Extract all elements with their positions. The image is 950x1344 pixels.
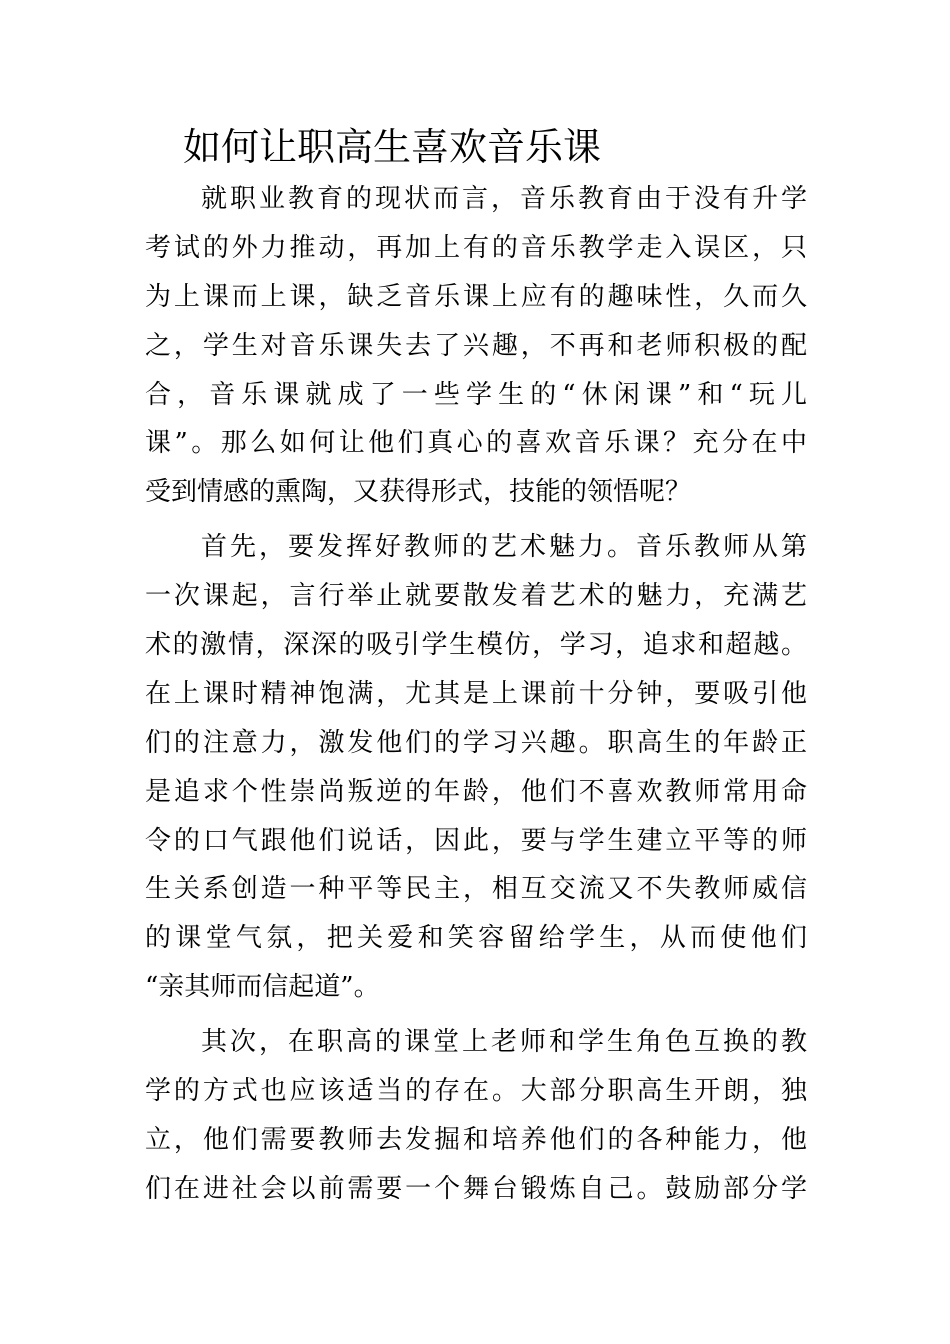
paragraph-line: 之，学生对音乐课失去了兴趣，不再和老师积极的配 — [145, 330, 807, 361]
paragraph-line: “亲其师而信起道”。 — [145, 972, 380, 1003]
paragraph-line: 的课堂气氛，把关爱和笑容留给学生，从而使他们 — [145, 923, 807, 954]
paragraph-line: 为上课而上课，缺乏音乐课上应有的趣味性，久而久 — [145, 281, 807, 312]
paragraph-line: 首先，要发挥好教师的艺术魅力。音乐教师从第 — [201, 532, 807, 563]
paragraph-line: 立，他们需要教师去发掘和培养他们的各种能力，他 — [145, 1124, 807, 1155]
paragraph-line: 们在进社会以前需要一个舞台锻炼自己。鼓励部分学 — [145, 1173, 807, 1204]
paragraph-line: 生关系创造一种平等民主，相互交流又不失教师威信 — [145, 874, 807, 905]
paragraph-line: 在上课时精神饱满，尤其是上课前十分钟，要吸引他 — [145, 678, 807, 709]
paragraph-line: 考试的外力推动，再加上有的音乐教学走入误区，只 — [145, 232, 807, 263]
paragraph-line: 就职业教育的现状而言，音乐教育由于没有升学 — [201, 184, 807, 214]
paragraph-line: 合，音乐课就成了一些学生的“休闲课”和“玩儿 — [145, 379, 807, 410]
paragraph-line: 其次，在职高的课堂上老师和学生角色互换的教 — [201, 1027, 807, 1058]
paragraph-line: 学的方式也应该适当的存在。大部分职高生开朗，独 — [145, 1076, 807, 1107]
paragraph-line: 一次课起，言行举止就要散发着艺术的魅力，充满艺 — [145, 581, 807, 612]
document-title: 如何让职高生喜欢音乐课 — [183, 125, 602, 169]
paragraph-line: 课”。那么如何让他们真心的喜欢音乐课？充分在中 — [145, 428, 807, 459]
document-body — [145, 175, 807, 1214]
paragraph-3 — [145, 1018, 807, 1214]
paragraph-line: 们的注意力，激发他们的学习兴趣。职高生的年龄正 — [145, 727, 807, 758]
paragraph-line: 受到情感的熏陶，又获得形式，技能的领悟呢？ — [145, 477, 692, 508]
paragraph-line: 令的口气跟他们说话，因此，要与学生建立平等的师 — [145, 825, 807, 856]
paragraph-line: 是追求个性崇尚叛逆的年龄，他们不喜欢教师常用命 — [145, 776, 807, 807]
paragraph-2 — [145, 523, 807, 1012]
paragraph-line: 术的激情，深深的吸引学生模仿，学习，追求和超越。 — [145, 630, 807, 661]
paragraph-1 — [145, 175, 807, 517]
